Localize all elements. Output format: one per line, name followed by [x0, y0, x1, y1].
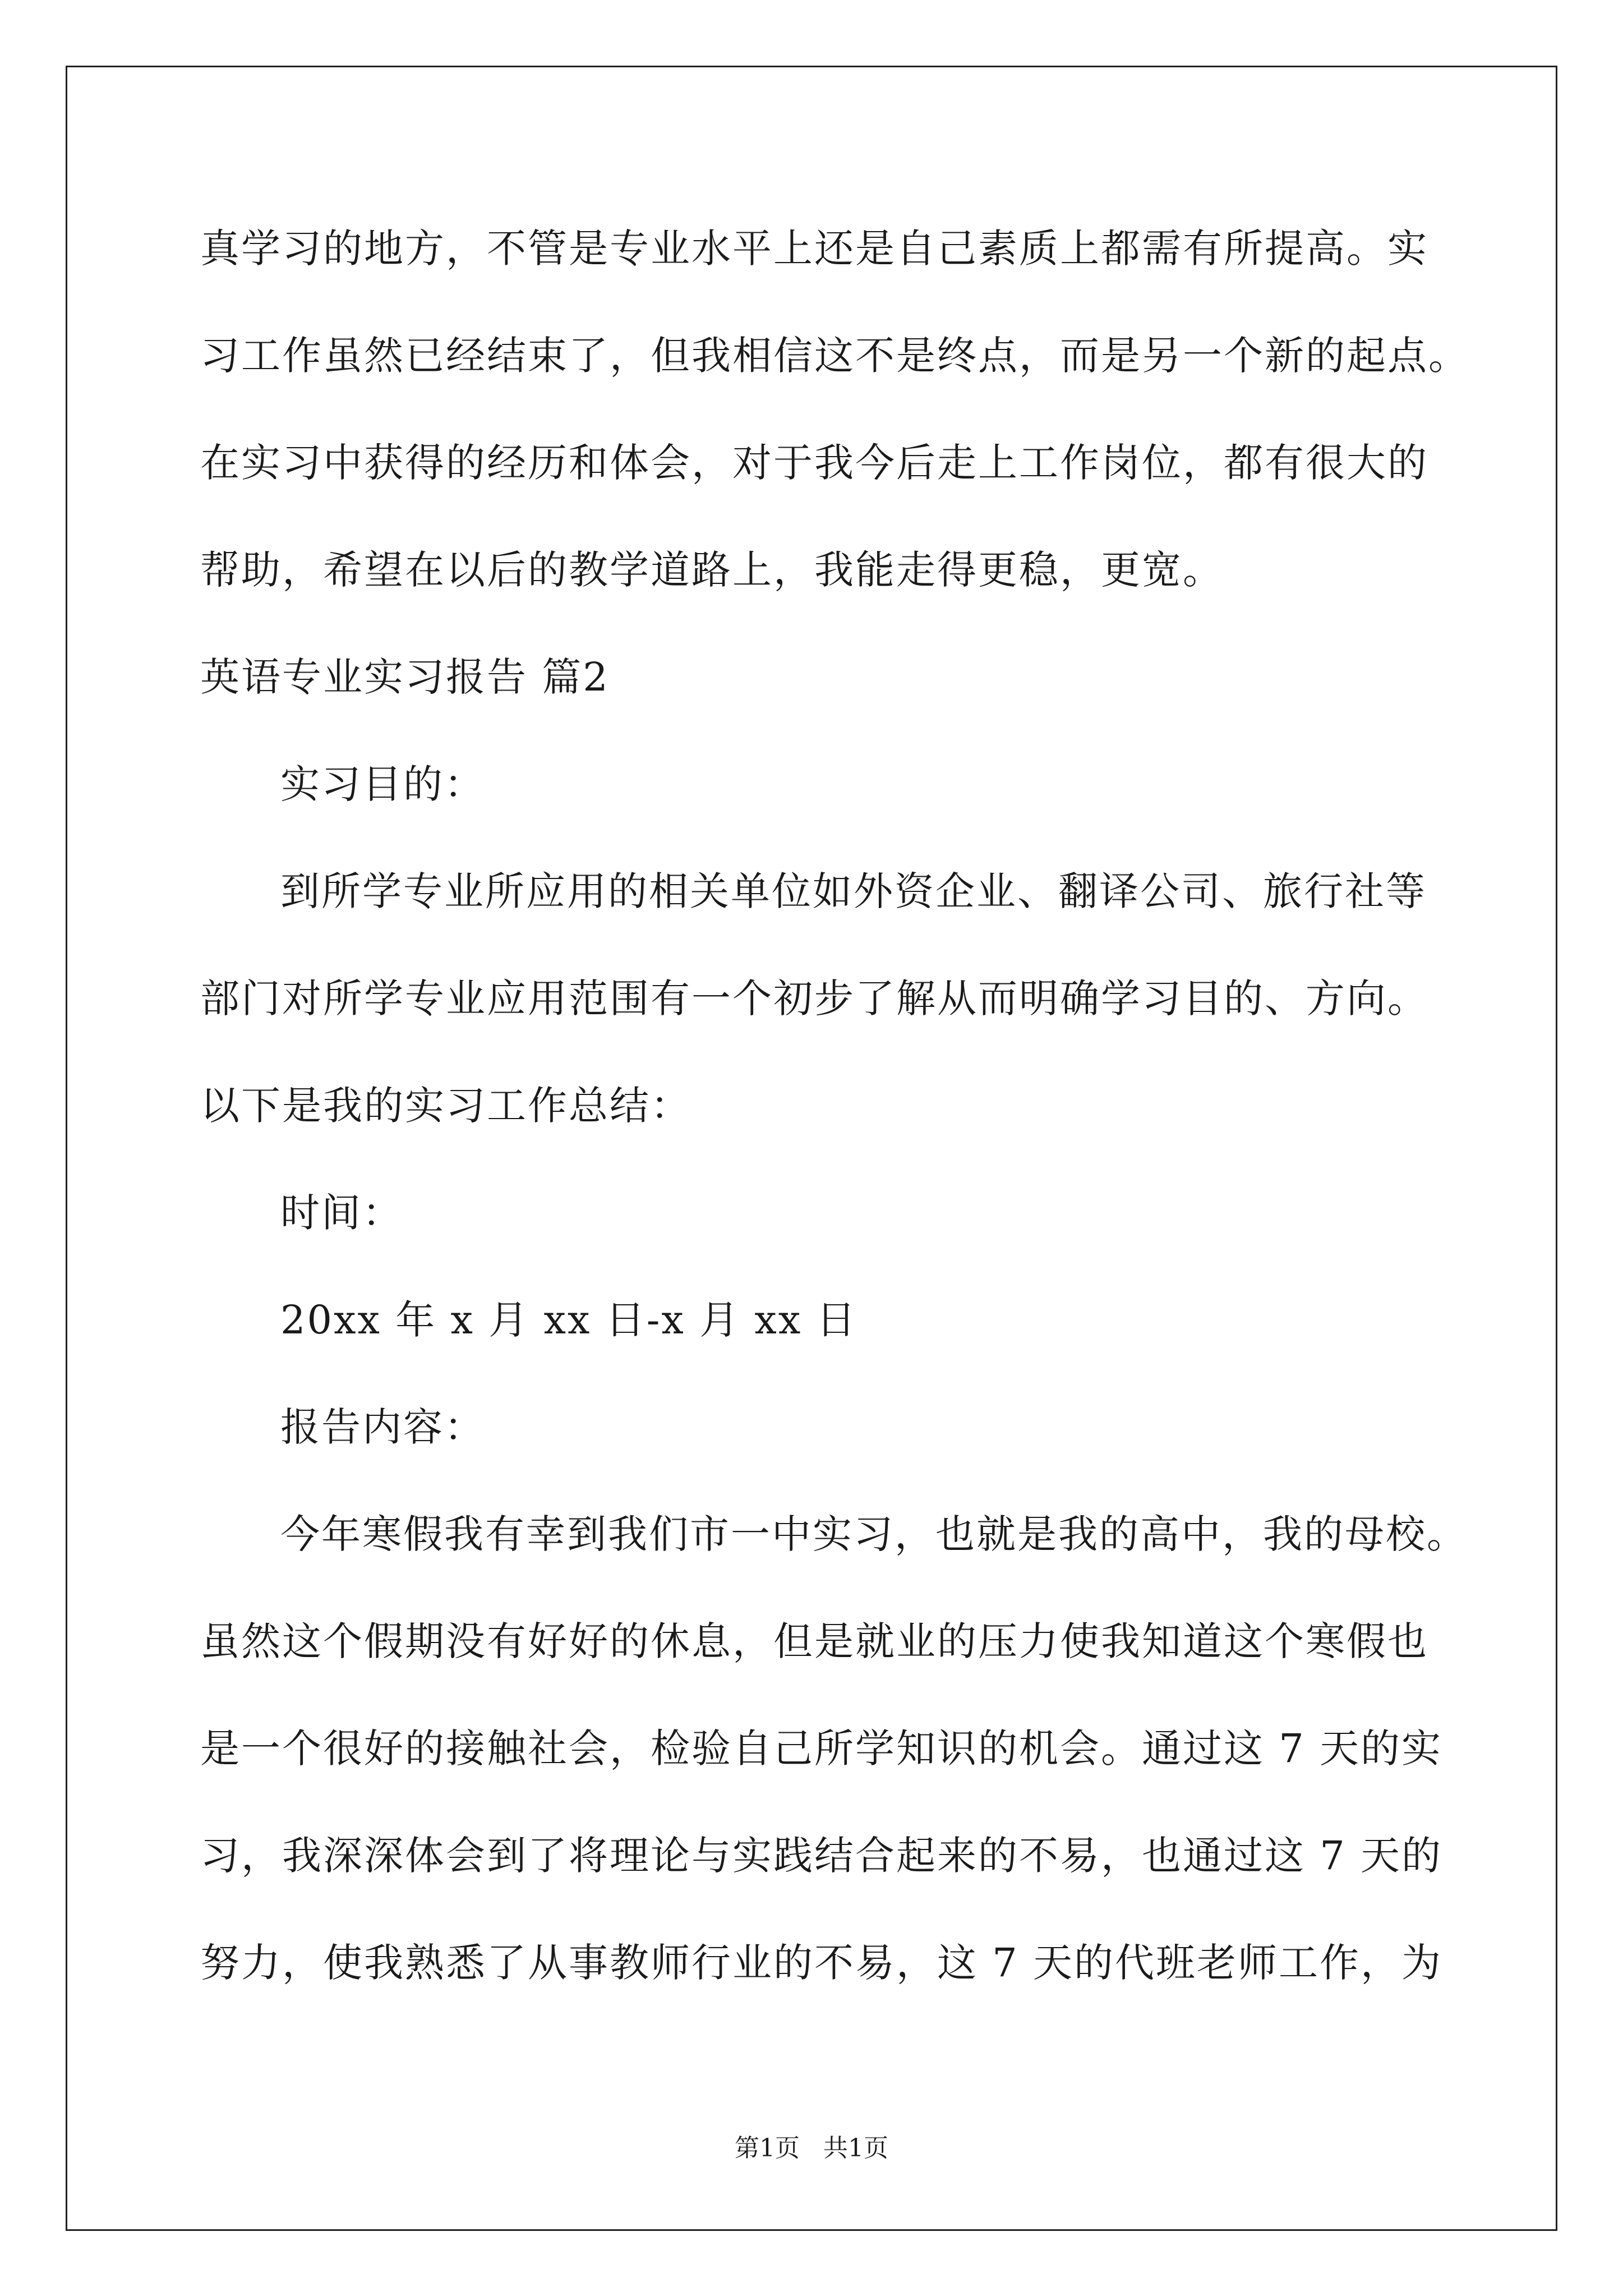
- text-line-4: 帮助，希望在以后的教学道路上，我能走得更稳，更宽。: [200, 547, 1224, 593]
- text-line-1: 真学习的地方，不管是专业水平上还是自己素质上都需有所提高。实: [200, 226, 1428, 272]
- text-line-6: 实习目的：: [280, 761, 485, 807]
- text-line-17: 努力，使我熟悉了从事教师行业的不易，这 7 天的代班老师工作，为: [200, 1940, 1443, 1986]
- page-border: [66, 66, 1557, 2231]
- text-line-11: 20xx 年 x 月 xx 日-x 月 xx 日: [280, 1297, 857, 1343]
- text-line-9: 以下是我的实习工作总结：: [200, 1083, 691, 1129]
- text-line-15: 是一个很好的接触社会，检验自己所学知识的机会。通过这 7 天的实: [200, 1726, 1443, 1772]
- text-line-16: 习，我深深体会到了将理论与实践结合起来的不易，也通过这 7 天的: [200, 1833, 1443, 1879]
- section-heading: 英语专业实习报告 篇2: [200, 654, 610, 700]
- text-line-3: 在实习中获得的经历和体会，对于我今后走上工作岗位，都有很大的: [200, 440, 1428, 486]
- text-line-12: 报告内容：: [280, 1404, 485, 1450]
- text-line-10: 时间：: [280, 1190, 403, 1236]
- text-line-7: 到所学专业所应用的相关单位如外资企业、翻译公司、旅行社等: [280, 868, 1427, 914]
- text-line-2: 习工作虽然已经结束了，但我相信这不是终点，而是另一个新的起点。: [200, 333, 1469, 379]
- text-line-14: 虽然这个假期没有好好的休息，但是就业的压力使我知道这个寒假也: [200, 1618, 1428, 1664]
- text-line-13: 今年寒假我有幸到我们市一中实习，也就是我的高中，我的母校。: [280, 1511, 1468, 1557]
- text-line-8: 部门对所学专业应用范围有一个初步了解从而明确学习目的、方向。: [200, 976, 1428, 1022]
- page-footer: 第1页 共1页: [735, 2134, 888, 2162]
